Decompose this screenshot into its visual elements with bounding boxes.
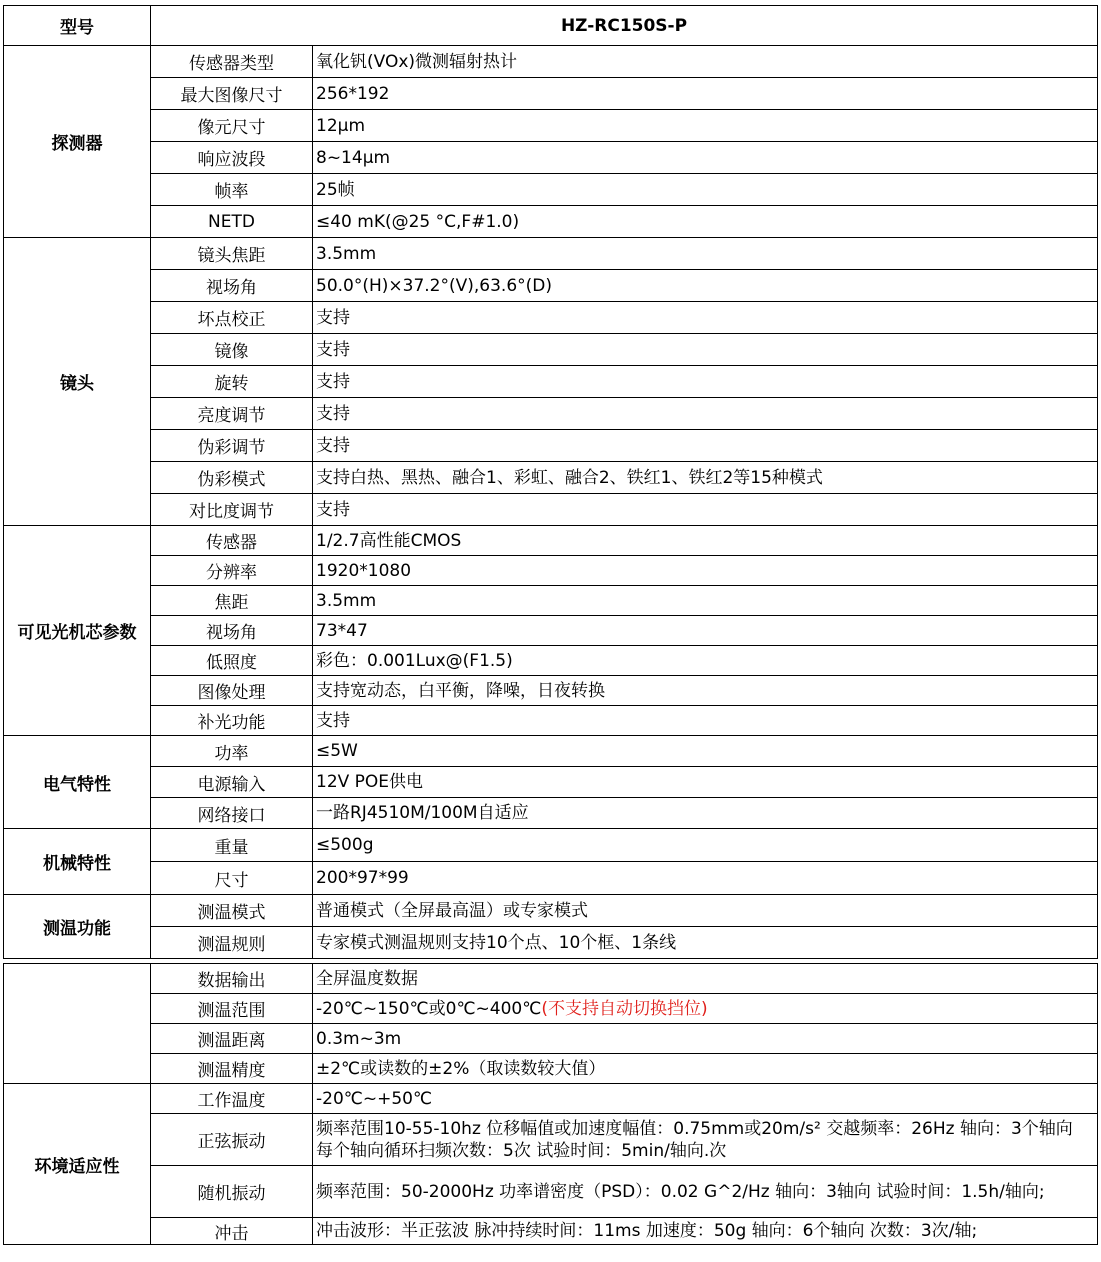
param-name: 焦距 <box>151 586 313 616</box>
param-name: 分辨率 <box>151 556 313 586</box>
spec-row <box>4 1054 1098 1084</box>
param-value-cell <box>313 462 1098 494</box>
param-value: 普通模式（全屏最高温）或专家模式 <box>316 900 588 921</box>
spec-row <box>4 862 1098 895</box>
spec-row <box>4 1114 1098 1166</box>
param-value-cell <box>313 676 1098 706</box>
param-name: 测温范围 <box>151 994 313 1024</box>
param-value: 1/2.7高性能CMOS <box>316 530 462 551</box>
spec-row <box>4 706 1098 736</box>
param-value: 彩色：0.001Lux@(F1.5) <box>316 650 513 671</box>
param-value: ±2℃或读数的±2%（取读数较大值） <box>316 1058 606 1079</box>
spec-row <box>4 526 1098 556</box>
param-value: 支持白热、黑热、融合1、彩虹、融合2、铁红1、铁红2等15种模式 <box>316 467 823 488</box>
spec-row <box>4 1166 1098 1218</box>
param-value-cell <box>313 206 1098 238</box>
param-name: 图像处理 <box>151 676 313 706</box>
param-value: 支持宽动态，白平衡，降噪，日夜转换 <box>316 680 605 701</box>
param-name: 冲击 <box>151 1218 313 1245</box>
spec-row <box>4 430 1098 462</box>
spec-row <box>4 994 1098 1024</box>
param-name: 对比度调节 <box>151 494 313 526</box>
param-name: 亮度调节 <box>151 398 313 430</box>
param-value-cell <box>313 398 1098 430</box>
param-value: 3.5mm <box>316 243 377 264</box>
param-name: 工作温度 <box>151 1084 313 1114</box>
spec-row <box>4 238 1098 270</box>
spec-row <box>4 206 1098 238</box>
category-cell: 机械特性 <box>4 829 151 895</box>
param-value: 氧化钒(VOx)微测辐射热计 <box>316 51 518 72</box>
param-name: 响应波段 <box>151 142 313 174</box>
spec-row <box>4 736 1098 767</box>
category-cell: 环境适应性 <box>4 1084 151 1245</box>
param-name: 最大图像尺寸 <box>151 78 313 110</box>
param-value: ≤5W <box>316 741 358 761</box>
param-value: 12μm <box>316 115 366 136</box>
param-value-cell <box>313 706 1098 736</box>
param-name: 正弦振动 <box>151 1114 313 1166</box>
param-name: 像元尺寸 <box>151 110 313 142</box>
param-value: ≤40 mK(@25 °C,F#1.0) <box>316 211 520 232</box>
param-value: 12V POE供电 <box>316 772 424 792</box>
category-cell: 电气特性 <box>4 736 151 829</box>
param-value-cell <box>313 829 1098 862</box>
param-value: 支持 <box>316 403 350 424</box>
param-value: 256*192 <box>316 83 390 104</box>
param-value-cell <box>313 526 1098 556</box>
param-name: 镜头焦距 <box>151 238 313 270</box>
param-name: 补光功能 <box>151 706 313 736</box>
model-row <box>4 6 1098 46</box>
param-name: NETD <box>151 206 313 238</box>
param-name: 传感器 <box>151 526 313 556</box>
param-value-cell <box>313 78 1098 110</box>
category-cell <box>4 964 151 1084</box>
param-name: 电源输入 <box>151 767 313 798</box>
param-value: ≤500g <box>316 835 374 855</box>
param-name: 帧率 <box>151 174 313 206</box>
param-value: 支持 <box>316 499 350 520</box>
param-value: 支持 <box>316 371 350 392</box>
param-value: 支持 <box>316 710 350 731</box>
param-value: 频率范围10-55-10hz 位移幅值或加速度幅值：0.75mm或20m/s² 交越频率：26Hz 轴向：3个轴向 每个轴向循环扫频次数：5次 试验时间：5min/轴向.次 <box>316 1118 1073 1161</box>
spec-row <box>4 46 1098 78</box>
param-name: 低照度 <box>151 646 313 676</box>
param-value-cell <box>313 366 1098 398</box>
param-value-cell <box>313 270 1098 302</box>
param-value-cell <box>313 494 1098 526</box>
spec-row <box>4 334 1098 366</box>
param-name: 坏点校正 <box>151 302 313 334</box>
spec-row <box>4 556 1098 586</box>
model-label: 型号 <box>4 6 151 46</box>
param-value-cell <box>313 767 1098 798</box>
spec-row <box>4 895 1098 927</box>
param-name: 视场角 <box>151 270 313 302</box>
param-name: 测温距离 <box>151 1024 313 1054</box>
param-value: -20℃~150℃或0℃~400℃ <box>316 998 542 1019</box>
param-value-cell <box>313 927 1098 959</box>
param-value: 支持 <box>316 435 350 456</box>
spec-row <box>4 829 1098 862</box>
param-name: 镜像 <box>151 334 313 366</box>
spec-row <box>4 462 1098 494</box>
param-value-cell <box>313 1024 1098 1054</box>
param-name: 随机振动 <box>151 1166 313 1218</box>
param-value-cell <box>313 586 1098 616</box>
spec-row <box>4 174 1098 206</box>
category-cell: 镜头 <box>4 238 151 526</box>
param-value: -20℃~+50℃ <box>316 1088 433 1109</box>
param-value: 0.3m~3m <box>316 1028 402 1049</box>
spec-row <box>4 270 1098 302</box>
param-name: 伪彩模式 <box>151 462 313 494</box>
param-value: 支持 <box>316 339 350 360</box>
param-name: 旋转 <box>151 366 313 398</box>
category-cell: 测温功能 <box>4 895 151 959</box>
param-value-cell <box>313 110 1098 142</box>
spec-row <box>4 366 1098 398</box>
category-cell: 可见光机芯参数 <box>4 526 151 736</box>
param-value-cell <box>313 862 1098 895</box>
param-name: 网络接口 <box>151 798 313 829</box>
param-value-cell <box>313 616 1098 646</box>
param-value: 专家模式测温规则支持10个点、10个框、1条线 <box>316 932 677 953</box>
spec-row <box>4 142 1098 174</box>
param-value-cell <box>313 334 1098 366</box>
spec-row <box>4 1218 1098 1245</box>
spec-row <box>4 302 1098 334</box>
category-cell: 探测器 <box>4 46 151 238</box>
spec-row <box>4 398 1098 430</box>
param-value-cell <box>313 1084 1098 1114</box>
spec-row <box>4 586 1098 616</box>
param-value-cell <box>313 964 1098 994</box>
param-value-cell <box>313 1166 1098 1218</box>
param-name: 重量 <box>151 829 313 862</box>
param-value-cell <box>313 238 1098 270</box>
param-value: 1920*1080 <box>316 560 412 581</box>
param-value: 支持 <box>316 307 350 328</box>
spec-table <box>3 5 1098 1245</box>
param-value-cell <box>313 1114 1098 1166</box>
param-value-cell <box>313 994 1098 1024</box>
param-value: 8~14μm <box>316 147 391 168</box>
param-value-cell <box>313 1054 1098 1084</box>
warning-note: (不支持自动切换挡位) <box>541 998 708 1019</box>
param-name: 测温模式 <box>151 895 313 927</box>
param-name: 数据输出 <box>151 964 313 994</box>
param-value-cell <box>313 798 1098 829</box>
param-value: 频率范围：50-2000Hz 功率谱密度（PSD）：0.02 G^2/Hz 轴向：3轴向 试验时间：1.5h/轴向; <box>316 1181 1045 1202</box>
param-name: 测温精度 <box>151 1054 313 1084</box>
param-value: 冲击波形：半正弦波 脉冲持续时间：11ms 加速度：50g 轴向：6个轴向 次数：3次/轴; <box>316 1221 978 1241</box>
param-value-cell <box>313 646 1098 676</box>
param-name: 测温规则 <box>151 927 313 959</box>
spec-row <box>4 1024 1098 1054</box>
spec-table-body <box>4 6 1098 1245</box>
spec-row <box>4 676 1098 706</box>
spec-row <box>4 1084 1098 1114</box>
param-value: 一路RJ4510M/100M自适应 <box>316 803 529 823</box>
param-name: 视场角 <box>151 616 313 646</box>
param-name: 伪彩调节 <box>151 430 313 462</box>
model-value: HZ-RC150S-P <box>151 6 1098 46</box>
spec-row <box>4 110 1098 142</box>
spec-row <box>4 927 1098 959</box>
param-value: 全屏温度数据 <box>316 968 418 989</box>
param-value: 3.5mm <box>316 590 377 611</box>
param-value: 73*47 <box>316 620 368 641</box>
param-value-cell <box>313 302 1098 334</box>
param-value-cell <box>313 174 1098 206</box>
param-name: 功率 <box>151 736 313 767</box>
param-value-cell <box>313 895 1098 927</box>
param-value-cell <box>313 46 1098 78</box>
param-value: 25帧 <box>316 179 355 200</box>
spec-row <box>4 494 1098 526</box>
param-value-cell <box>313 142 1098 174</box>
param-value-cell <box>313 556 1098 586</box>
param-value-cell <box>313 1218 1098 1245</box>
param-name: 传感器类型 <box>151 46 313 78</box>
param-value: 50.0°(H)×37.2°(V),63.6°(D) <box>316 275 552 296</box>
param-value-cell <box>313 430 1098 462</box>
spec-row <box>4 767 1098 798</box>
spec-row <box>4 798 1098 829</box>
spec-row <box>4 616 1098 646</box>
spec-row <box>4 646 1098 676</box>
param-value-cell <box>313 736 1098 767</box>
param-value: 200*97*99 <box>316 868 409 888</box>
spec-row <box>4 964 1098 994</box>
spec-row <box>4 78 1098 110</box>
param-name: 尺寸 <box>151 862 313 895</box>
